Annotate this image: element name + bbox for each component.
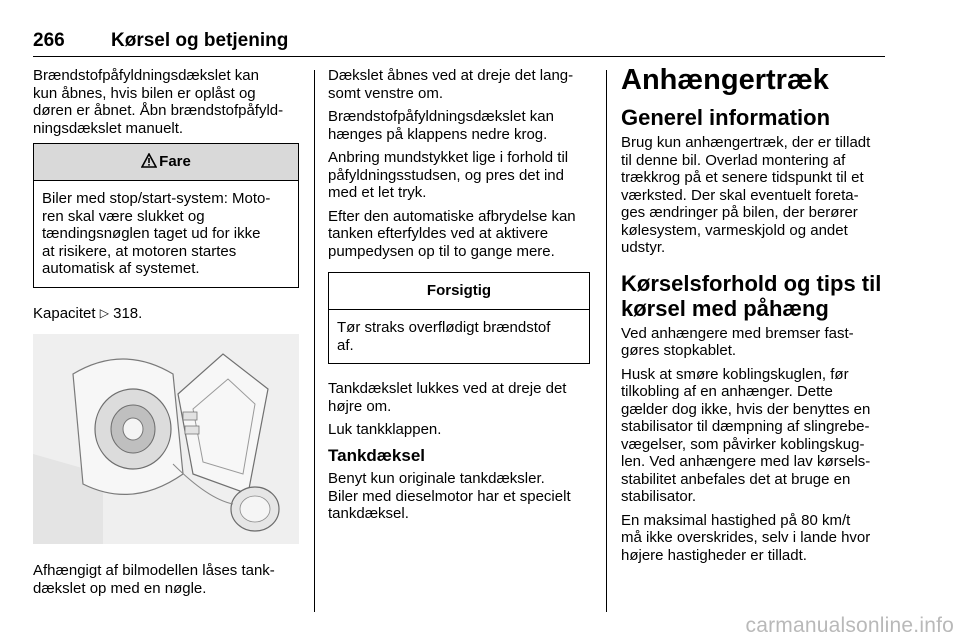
paragraph: Ved anhængere med bremser fast- gøres stopkablet. [621, 324, 854, 359]
fuel-cap-illustration [33, 334, 299, 544]
column-3 [621, 64, 887, 570]
danger-box-title: Fare [159, 153, 191, 170]
danger-box-text: Biler med stop/start-system: Moto- ren skal være slukket og tændingsnøglen taget ud for ikke at risikere, at motoren startes automatisk af systemet. [42, 190, 271, 277]
chapter-heading: Anhængertræk [621, 64, 829, 96]
capacity-reference [33, 305, 299, 323]
caution-box [328, 272, 590, 364]
intro-paragraph: Brændstofpåfyldningsdækslet kan kun åbnes, hvis bilen er oplåst og døren er åbnet. Åbn brændstofpåfyld- ningsdækslet manuelt. [33, 67, 284, 137]
page-header [33, 30, 885, 57]
paragraph: Efter den automatiske afbrydelse kan tanken efterfyldes ved at aktivere pumpedysen op til to gange mere. [328, 207, 576, 260]
illustration-caption: Afhængigt af bilmodellen låses tank- dækslet op med en nøgle. [33, 562, 275, 597]
page-reference-arrow-icon: ▷ [99, 305, 109, 320]
column-divider [314, 70, 315, 612]
paragraph: Dækslet åbnes ved at dreje det lang- somt venstre om. [328, 67, 574, 102]
paragraph: Husk at smøre koblingskuglen, før tilkobling af en anhænger. Dette gælder dog ikke, hvis der benyttes en stabilisator til dæmpning af slingrebe- vægelser, som påvirker koblingskug- len. Ved anhængere med lav kørsels- stabilitet anbefales det at bruge en stabilisator. [621, 365, 871, 505]
paragraph: Brug kun anhængertræk, der er tilladt til denne bil. Overlad montering af trækkrog på et senere tidspunkt til et værksted. Der skal eventuelt foreta- ges ændringer på bilen, der berører kølesystem, varmeskjold og andet udstyr. [621, 134, 871, 256]
column-2 [328, 67, 590, 529]
capacity-label: Kapacitet [33, 304, 96, 322]
paragraph: Benyt kun originale tankdæksler. Biler med dieselmotor har et specielt tankdæksel. [328, 470, 571, 522]
paragraph: Anbring mundstykket lige i forhold til påfyldningsstudsen, og pres det ind med et let tryk. [328, 149, 569, 201]
column-divider [606, 70, 607, 612]
page-number: 266 [33, 30, 65, 51]
paragraph: Brændstofpåfyldningsdækslet kan hænges på klappens nedre krog. [328, 108, 554, 143]
caution-box-text: Tør straks overflødigt brændstof af. [337, 319, 551, 354]
paragraph: Luk tankklappen. [328, 421, 442, 438]
section-heading: Kørselsforhold og tips til kørsel med påhæng [621, 270, 882, 321]
paragraph: Tankdækslet lukkes ved at dreje det højre om. [328, 380, 567, 415]
paragraph: En maksimal hastighed på 80 km/t må ikke overskrides, selv i lande hvor højere hastigheder er tilladt. [621, 511, 871, 564]
warning-triangle-icon [141, 146, 157, 182]
section-heading: Tankdæksel [328, 445, 426, 465]
danger-box [33, 143, 299, 288]
section-heading: Generel information [621, 105, 831, 130]
caution-box-title: Forsigtig [329, 273, 589, 310]
column-1 [33, 67, 299, 603]
danger-box-header [34, 144, 298, 181]
capacity-page: 318. [113, 304, 143, 322]
watermark: carmanualsonline.info [745, 614, 954, 637]
chapter-title: Kørsel og betjening [111, 30, 289, 51]
